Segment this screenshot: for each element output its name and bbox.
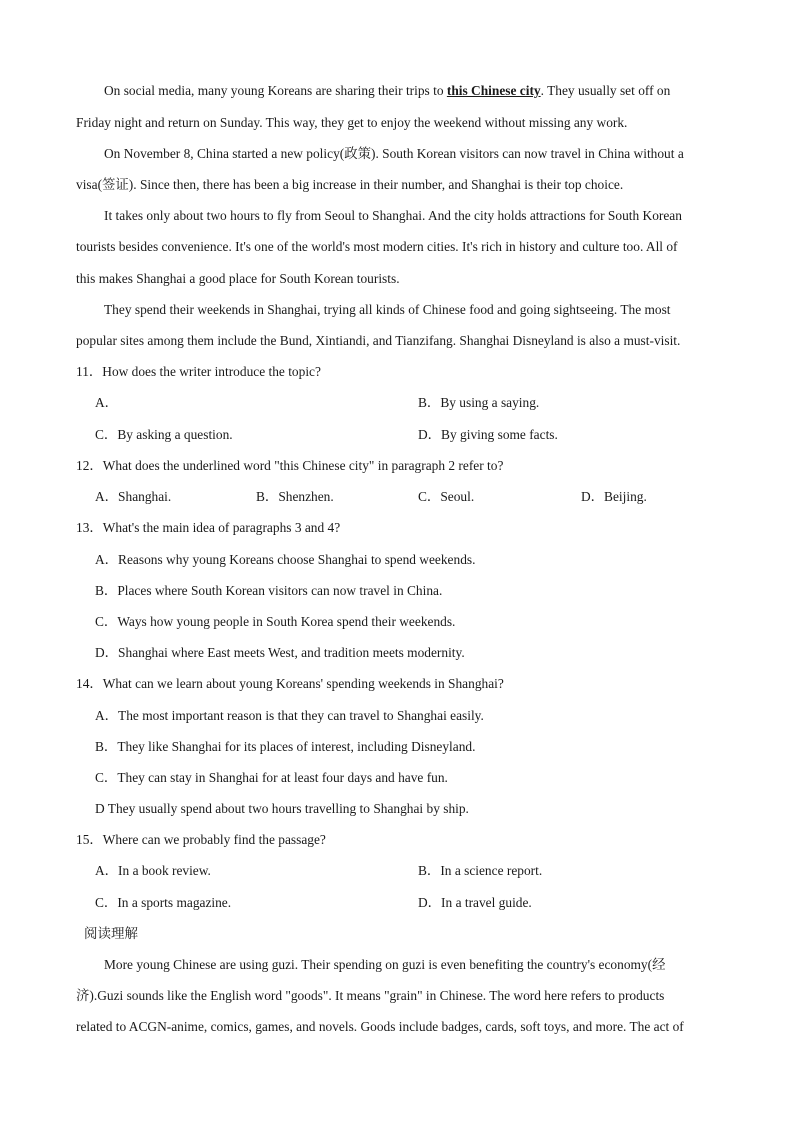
question-11-option-a[interactable]: A． xyxy=(95,395,119,410)
passage1-p3-line2: tourists besides convenience. It's one of the world's most modern cities. It's rich in history and culture too. All of xyxy=(76,239,678,254)
question-12-option-a[interactable]: A．Shanghai. xyxy=(95,489,172,504)
passage2-line1: More young Chinese are using guzi. Their spending on guzi is even benefiting the country's economy(经 xyxy=(104,957,666,972)
passage2-line3: related to ACGN-anime, comics, games, and novels. Goods include badges, cards, soft toys, and more. The act of xyxy=(76,1019,684,1034)
passage2-line2: 济).Guzi sounds like the English word "goods". It means "grain" in Chinese. The word here refers to products xyxy=(76,988,665,1003)
question-15-option-a[interactable]: A．In a book review. xyxy=(95,863,211,878)
question-12-option-d[interactable]: D．Beijing. xyxy=(581,489,647,504)
question-12-stem: 12．What does the underlined word "this Chinese city" in paragraph 2 refer to? xyxy=(76,458,504,473)
question-11-option-b[interactable]: B．By using a saying. xyxy=(418,395,540,410)
passage1-p2-line1: On November 8, China started a new policy(政策). South Korean visitors can now travel in China without a xyxy=(104,146,684,161)
text-span: . They usually set off on xyxy=(540,83,671,98)
section-heading: 阅读理解 xyxy=(84,926,138,942)
question-11-option-d[interactable]: D．By giving some facts. xyxy=(418,427,558,442)
question-12-option-b[interactable]: B．Shenzhen. xyxy=(256,489,334,504)
passage1-p2-line2: visa(签证). Since then, there has been a big increase in their number, and Shanghai is their top choice. xyxy=(76,177,624,192)
text-span: On social media, many young Koreans are sharing their trips to xyxy=(104,83,447,98)
passage1-p1-line2: Friday night and return on Sunday. This way, they get to enjoy the weekend without missing any work. xyxy=(76,115,628,130)
passage1-p3-line3: this makes Shanghai a good place for South Korean tourists. xyxy=(76,271,400,286)
question-14-stem: 14．What can we learn about young Koreans' spending weekends in Shanghai? xyxy=(76,676,504,691)
question-15-option-c[interactable]: C．In a sports magazine. xyxy=(95,895,232,910)
passage1-p1-line1 xyxy=(104,82,670,100)
question-15-option-d[interactable]: D．In a travel guide. xyxy=(418,895,532,910)
question-14-option-a[interactable]: A．The most important reason is that they can travel to Shanghai easily. xyxy=(95,708,484,723)
question-13-option-a[interactable]: A．Reasons why young Koreans choose Shanghai to spend weekends. xyxy=(95,552,476,567)
question-15-option-b[interactable]: B．In a science report. xyxy=(418,863,543,878)
question-13-option-b[interactable]: B．Places where South Korean visitors can now travel in China. xyxy=(95,583,443,598)
question-13-option-c[interactable]: C．Ways how young people in South Korea spend their weekends. xyxy=(95,614,456,629)
question-13-stem: 13．What's the main idea of paragraphs 3 and 4? xyxy=(76,520,341,535)
passage1-p3-line1: It takes only about two hours to fly from Seoul to Shanghai. And the city holds attractions for South Korean xyxy=(104,208,682,223)
passage1-p4-line1: They spend their weekends in Shanghai, trying all kinds of Chinese food and going sightseeing. The most xyxy=(104,302,671,317)
question-12-option-c[interactable]: C．Seoul. xyxy=(418,489,475,504)
question-15-stem: 15．Where can we probably find the passage? xyxy=(76,832,326,847)
question-14-option-b[interactable]: B．They like Shanghai for its places of interest, including Disneyland. xyxy=(95,739,476,754)
passage1-p4-line2: popular sites among them include the Bund, Xintiandi, and Tianzifang. Shanghai Disneyland is also a must-visit. xyxy=(76,333,681,348)
question-14-option-c[interactable]: C．They can stay in Shanghai for at least four days and have fun. xyxy=(95,770,448,785)
question-14-option-d[interactable]: D They usually spend about two hours travelling to Shanghai by ship. xyxy=(95,801,469,816)
question-11-stem: 11．How does the writer introduce the topic? xyxy=(76,364,321,379)
underlined-phrase: this Chinese city xyxy=(446,83,541,98)
question-13-option-d[interactable]: D．Shanghai where East meets West, and tradition meets modernity. xyxy=(95,645,465,660)
question-11-option-c[interactable]: C．By asking a question. xyxy=(95,427,233,442)
